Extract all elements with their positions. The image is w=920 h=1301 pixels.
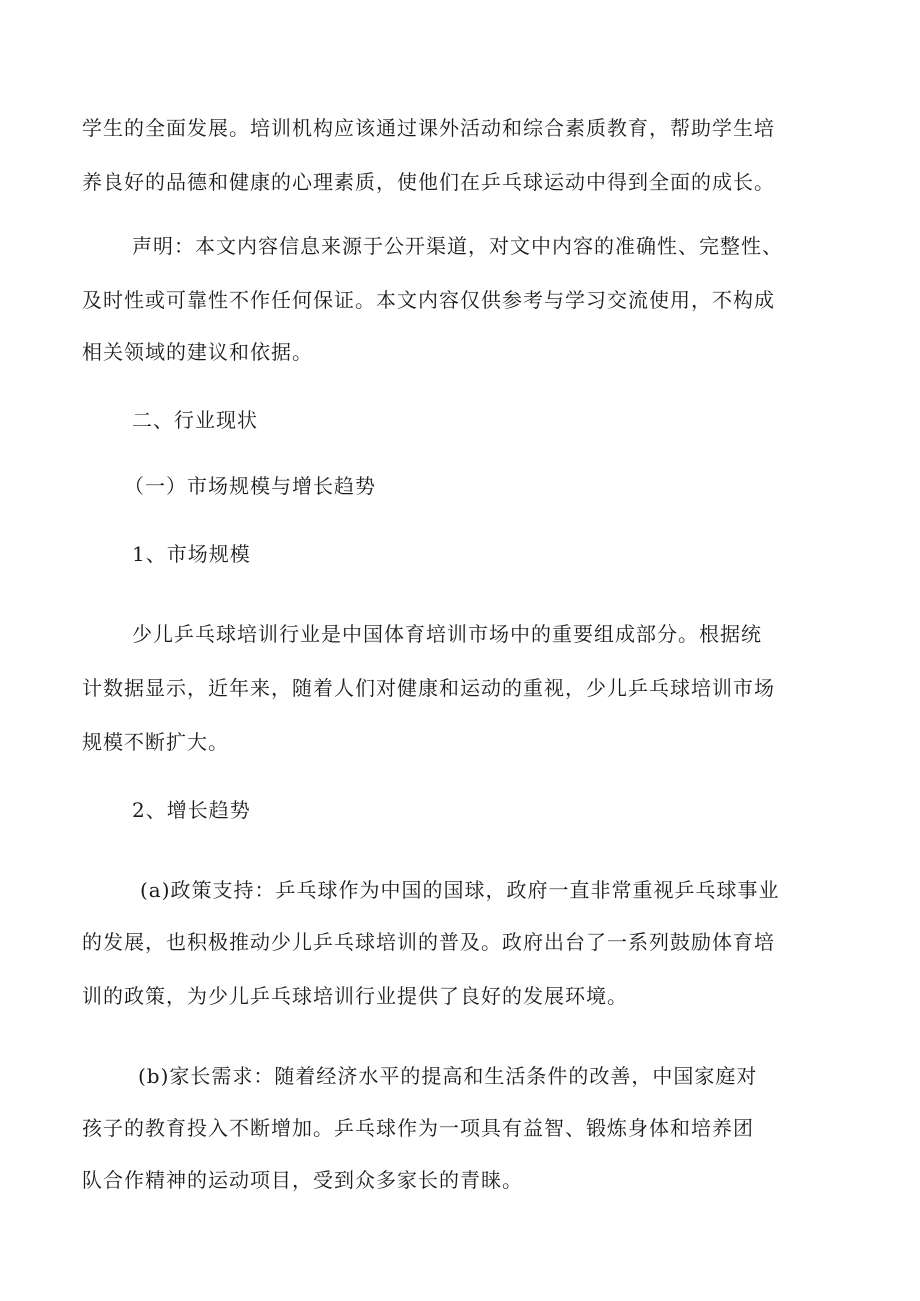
subsection-heading: （一）市场规模与增长趋势 [124, 474, 376, 498]
paragraph-line: 学生的全面发展。培训机构应该通过课外活动和综合素质教育，帮助学生培 [82, 116, 775, 140]
paragraph-line: 少儿乒乓球培训行业是中国体育培训市场中的重要组成部分。根据统 [132, 622, 762, 646]
paragraph-line: 的发展，也积极推动少儿乒乓球培训的普及。政府出台了一系列鼓励体育培 [82, 930, 775, 954]
item-heading: 1、市场规模 [132, 542, 251, 566]
paragraph-line: 规模不断扩大。 [82, 730, 229, 754]
item-heading: 2、增长趋势 [132, 798, 251, 822]
paragraph-line: 训的政策，为少儿乒乓球培训行业提供了良好的发展环境。 [82, 984, 628, 1008]
paragraph-line: 及时性或可靠性不作任何保证。本文内容仅供参考与学习交流使用，不构成 [82, 288, 775, 312]
paragraph-line: 队合作精神的运动项目，受到众多家长的青睐。 [82, 1168, 523, 1192]
paragraph-line: (b)家长需求：随着经济水平的提高和生活条件的改善，中国家庭对 [138, 1064, 758, 1088]
paragraph-line: (a)政策支持：乒乓球作为中国的国球，政府一直非常重视乒乓球事业 [140, 878, 780, 902]
paragraph-line: 声明：本文内容信息来源于公开渠道，对文中内容的准确性、完整性、 [132, 234, 783, 258]
paragraph-line: 相关领域的建议和依据。 [82, 340, 313, 364]
paragraph-line: 计数据显示，近年来，随着人们对健康和运动的重视，少儿乒乓球培训市场 [82, 676, 775, 700]
paragraph-line: 孩子的教育投入不断增加。乒乓球作为一项具有益智、锻炼身体和培养团 [82, 1116, 754, 1140]
section-heading: 二、行业现状 [132, 408, 258, 432]
paragraph-line: 养良好的品德和健康的心理素质，使他们在乒乓球运动中得到全面的成长。 [82, 170, 775, 194]
